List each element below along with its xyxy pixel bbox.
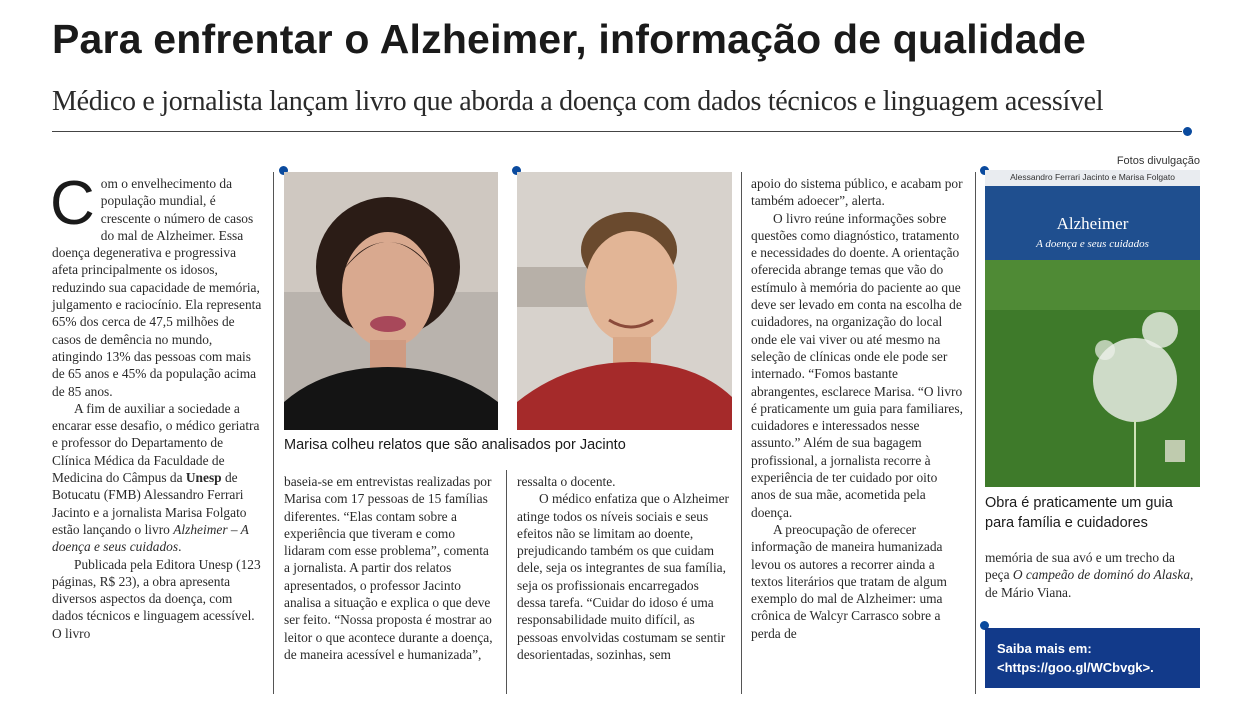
paragraph: apoio do sistema público, e acabam por também adoecer”, alerta. [751, 176, 963, 209]
man-portrait-icon [517, 172, 732, 430]
paragraph: memória de sua avó e um trecho da peça O campeão de dominó do Alaska, de Mário Viana. [985, 550, 1194, 600]
book-subtitle: A doença e seus cuidados [1036, 238, 1149, 250]
column-divider [506, 470, 507, 694]
book-caption: Obra é praticamente um guia para família e cuidadores [985, 495, 1173, 531]
book-title-italic: Alzheimer – A doença e seus cuidados [52, 521, 249, 555]
article-column-5 [985, 549, 1201, 601]
subheadline: Médico e jornalista lançam livro que aborda a doença com dados técnicos e linguagem acessível [52, 86, 1104, 117]
saiba-mais-label: Saiba mais em: [997, 641, 1092, 656]
column-divider [273, 172, 274, 694]
header-rule [52, 131, 1182, 132]
headline: Para enfrentar o Alzheimer, informação de qualidade [52, 16, 1086, 62]
woman-portrait-icon [284, 172, 498, 430]
article-column-2 [284, 473, 496, 663]
paragraph: A preocupação de oferecer informação de maneira humanizada levou os autores a recorrer ainda a textos literários que tratam de algum exemplo do mal de Alzheimer: uma crônica de Walcyr Carrasco sobre a perda de [751, 521, 947, 641]
paragraph: A fim de auxiliar a sociedade a encarar esse desafio, o médico geriatra e professor do Departamento de Clínica Médica da Faculdade de Medicina do Câmpus da Unesp de Botucatu (FMB) Alessandro Ferrari Jacinto e a jornalista Marisa Folgato estão lançando o livro Alzheimer – A doença e seus cuidados. [52, 400, 260, 555]
paragraph: om o envelhecimento da população mundial, é crescente o número de casos do mal de Alzheimer. Essa doença degenerativa e progressiva afeta principalmente os idosos, reduzindo sua capacidade de memória, julgamento e raciocínio. Ela representa 65% dos cerca de 47,5 milhões de casos de demência no mundo, atingindo 13% das pessoas com mais de 65 anos e 45% da população acima de 85 anos. [52, 176, 262, 399]
header-rule-dot-icon [1183, 127, 1192, 136]
saiba-mais-box [985, 628, 1200, 688]
book-cover [985, 170, 1200, 487]
play-title-italic: O campeão de dominó do Alaska [1012, 567, 1191, 583]
photo-jacinto [517, 172, 732, 430]
book-authors: Alessandro Ferrari Jacinto e Marisa Folgato [1010, 172, 1175, 182]
book-title: Alzheimer [1056, 214, 1129, 233]
paragraph: O médico enfatiza que o Alzheimer atinge todos os níveis sociais e seus efeitos não se limitam ao doente, prejudicando também os que cuidam dele, seja os integrantes de sua família, seja os profissionais encarregados dessa tarefa. “Cuidar do idoso é uma responsabilidade muito difícil, as pessoas envolvidas costumam se sentir desorientadas, sozinhas, sem [517, 491, 729, 662]
paragraph: baseia-se em entrevistas realizadas por Marisa com 17 pessoas de 15 famílias diferentes. “Elas contam sobre a experiência que tiveram e como lidaram com esse problema”, comenta a jornalista. A partir dos relatos apresentados, o professor Jacinto analisa a situação e explica o que deve ser feito. “Nossa proposta é mostrar ao leitor o que acontece durante a doença, de maneira acessível e humanizada”, [284, 474, 493, 662]
column-divider [741, 172, 742, 694]
article-column-3 [517, 473, 731, 663]
article-column-4 [751, 175, 963, 642]
paragraph: O livro reúne informações sobre questões como diagnóstico, tratamento e necessidades do doente. A orientação oferecida abrange temas que vão do estímulo à memória do paciente ao que deve ser levado em conta na escolha de cuidadores, na organização do local onde ele vai viver ou até mesmo na seleção de clínicas onde ele pode ser internado. “Fomos bastante abrangentes, esclarece Marisa. “O livro é praticamente um guia para familiares, cuidadores e interessados nesse assunto.” Além de sua bagagem profissional, a jornalista recorre à experiência de ter cuidado por oito anos de sua mãe, acometida pela doença. [751, 210, 963, 520]
saiba-mais-link[interactable]: <https://goo.gl/WCbvgk>. [997, 660, 1154, 675]
photo-caption: Marisa colheu relatos que são analisados por Jacinto [284, 437, 626, 453]
paragraph: ressalta o docente. [517, 474, 616, 489]
article-column-1 [50, 169, 264, 642]
unesp-bold: Unesp [185, 470, 222, 486]
photo-credit: Fotos divulgação [1116, 155, 1200, 167]
photo-marisa [284, 172, 498, 430]
column-divider [975, 172, 976, 694]
dropcap: C [50, 169, 95, 238]
paragraph: Publicada pela Editora Unesp (123 páginas, R$ 23), a obra apresenta diversos aspectos da doença, com dados técnicos e linguagem acessível. O livro [52, 556, 261, 641]
